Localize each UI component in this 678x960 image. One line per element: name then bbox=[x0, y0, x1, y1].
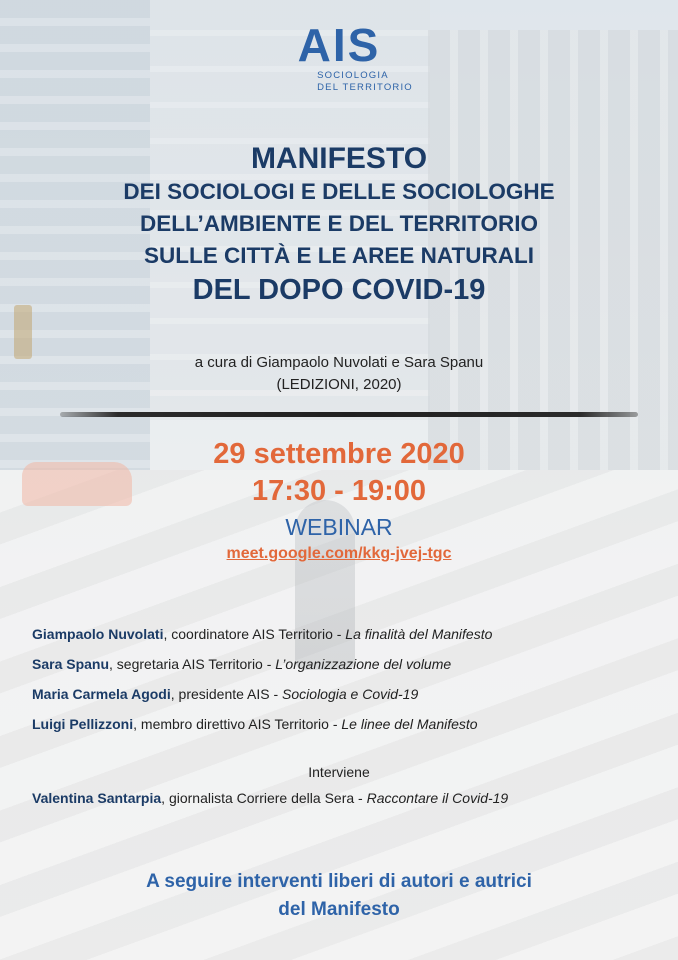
guest-talk: Raccontare il Covid-19 bbox=[366, 790, 509, 806]
title-line2: DELL’AMBIENTE E DEL TERRITORIO bbox=[140, 211, 538, 236]
speaker-name: Giampaolo Nuvolati bbox=[32, 626, 164, 642]
poster-title bbox=[0, 142, 678, 308]
title-main: MANIFESTO bbox=[250, 142, 428, 175]
speaker-list bbox=[32, 622, 658, 742]
logo-subtitle bbox=[317, 70, 413, 94]
speaker-role: , membro direttivo AIS Territorio - bbox=[133, 716, 342, 732]
speaker-name: Luigi Pellizzoni bbox=[32, 716, 134, 732]
event-date: 29 settembre 2020 bbox=[213, 438, 465, 470]
closing-line2: del Manifesto bbox=[278, 899, 400, 920]
logo-subtitle-line2: DEL TERRITORIO bbox=[317, 81, 413, 93]
speaker-item bbox=[32, 712, 658, 736]
speaker-item bbox=[32, 682, 658, 706]
ais-logo bbox=[0, 19, 678, 95]
book-credits bbox=[0, 352, 678, 396]
event-format: WEBINAR bbox=[285, 514, 393, 540]
closing-line1: A seguire interventi liberi di autori e autrici bbox=[146, 871, 532, 892]
closing-note bbox=[0, 868, 678, 924]
speaker-role: , segretaria AIS Territorio - bbox=[109, 656, 276, 672]
title-line4: DEL DOPO COVID-19 bbox=[192, 274, 486, 306]
meeting-link[interactable]: meet.google.com/kkg-jvej-tgc bbox=[226, 545, 452, 562]
brush-divider bbox=[60, 412, 638, 417]
logo-mark: AIS bbox=[297, 19, 381, 71]
speaker-name: Maria Carmela Agodi bbox=[32, 686, 171, 702]
speaker-talk: L’organizzazione del volume bbox=[275, 656, 452, 672]
speaker-talk: Le linee del Manifesto bbox=[341, 716, 478, 732]
publisher-text: (LEDIZIONI, 2020) bbox=[276, 376, 402, 393]
title-line1: DEI SOCIOLOGI E DELLE SOCIOLOGHE bbox=[123, 179, 555, 204]
speaker-role: , coordinatore AIS Territorio - bbox=[163, 626, 346, 642]
speaker-talk: La finalità del Manifesto bbox=[345, 626, 493, 642]
speaker-item bbox=[32, 622, 658, 646]
speaker-talk: Sociologia e Covid-19 bbox=[282, 686, 419, 702]
guest-speaker bbox=[32, 790, 508, 806]
title-line3: SULLE CITTÀ E LE AREE NATURALI bbox=[144, 243, 534, 268]
speaker-role: , presidente AIS - bbox=[170, 686, 283, 702]
event-time: 17:30 - 19:00 bbox=[251, 475, 427, 507]
guest-role: , giornalista Corriere della Sera - bbox=[161, 790, 367, 806]
speaker-item bbox=[32, 652, 658, 676]
editors-text: a cura di Giampaolo Nuvolati e Sara Spanu bbox=[194, 354, 484, 371]
event-details bbox=[0, 436, 678, 566]
speaker-name: Sara Spanu bbox=[32, 656, 110, 672]
intervene-label: Interviene bbox=[308, 764, 370, 780]
logo-subtitle-line1: SOCIOLOGIA bbox=[317, 70, 389, 81]
guest-name: Valentina Santarpia bbox=[32, 790, 162, 806]
